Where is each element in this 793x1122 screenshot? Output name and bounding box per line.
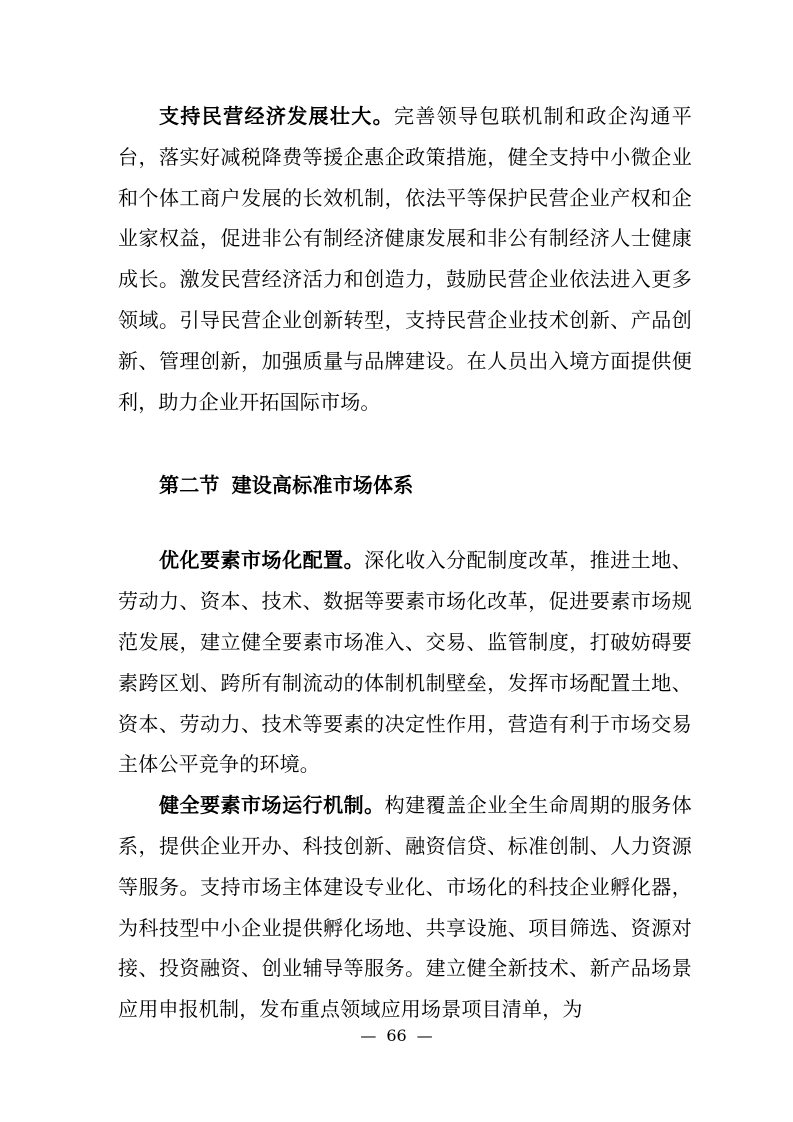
page-footer [0, 1026, 793, 1046]
page-content [118, 96, 692, 1030]
paragraph-factor-allocation [118, 540, 692, 785]
footer-dash-left: — [360, 1026, 377, 1045]
paragraph-body: 完善领导包联机制和政企沟通平台，落实好减税降费等援企惠企政策措施，健全支持中小微企业和个体工商户发展的长效机制，依法平等保护民营企业产权和企业家权益，促进非公有制经济健康发展和非公有制经济人士健康成长。激发民营经济活力和创造力，鼓励民营企业依法进入更多领域。引导民营企业创新转型，支持民营企业技术创新、产品创新、管理创新，加强质量与品牌建设。在人员出入境方面提供便利，助力企业开拓国际市场。 [118, 104, 692, 414]
paragraph-market-mechanism [118, 785, 692, 1030]
paragraph-lead: 支持民营经济发展壮大。 [159, 104, 395, 128]
paragraph-body: 深化收入分配制度改革，推进土地、劳动力、资本、技术、数据等要素市场化改革，促进要素市场规范发展，建立健全要素市场准入、交易、监管制度，打破妨碍要素跨区划、跨所有制流动的体制机制壁垒，发挥市场配置土地、资本、劳动力、技术等要素的决定性作用，营造有利于市场交易主体公平竞争的环境。 [118, 548, 693, 777]
section-number: 第二节 [159, 473, 220, 498]
page-number: 66 [386, 1026, 407, 1045]
section-title: 建设高标准市场体系 [231, 473, 414, 498]
paragraph-private-economy [118, 96, 692, 422]
paragraph-lead: 优化要素市场化配置。 [159, 548, 365, 573]
footer-dash-right: — [416, 1026, 433, 1045]
paragraph-body: 构建覆盖企业全生命周期的服务体系，提供企业开办、科技创新、融资信贷、标准创制、人力资源等服务。支持市场主体建设专业化、市场化的科技企业孵化器，为科技型中小企业提供孵化场地、共享设施、项目筛选、资源对接、投资融资、创业辅导等服务。建立健全新技术、新产品场景应用申报机制，发布重点领域应用场景项目清单，为 [118, 793, 693, 1022]
spacer [118, 422, 692, 465]
section-heading [118, 465, 692, 505]
paragraph-lead: 健全要素市场运行机制。 [159, 793, 385, 818]
spacer [118, 505, 692, 540]
